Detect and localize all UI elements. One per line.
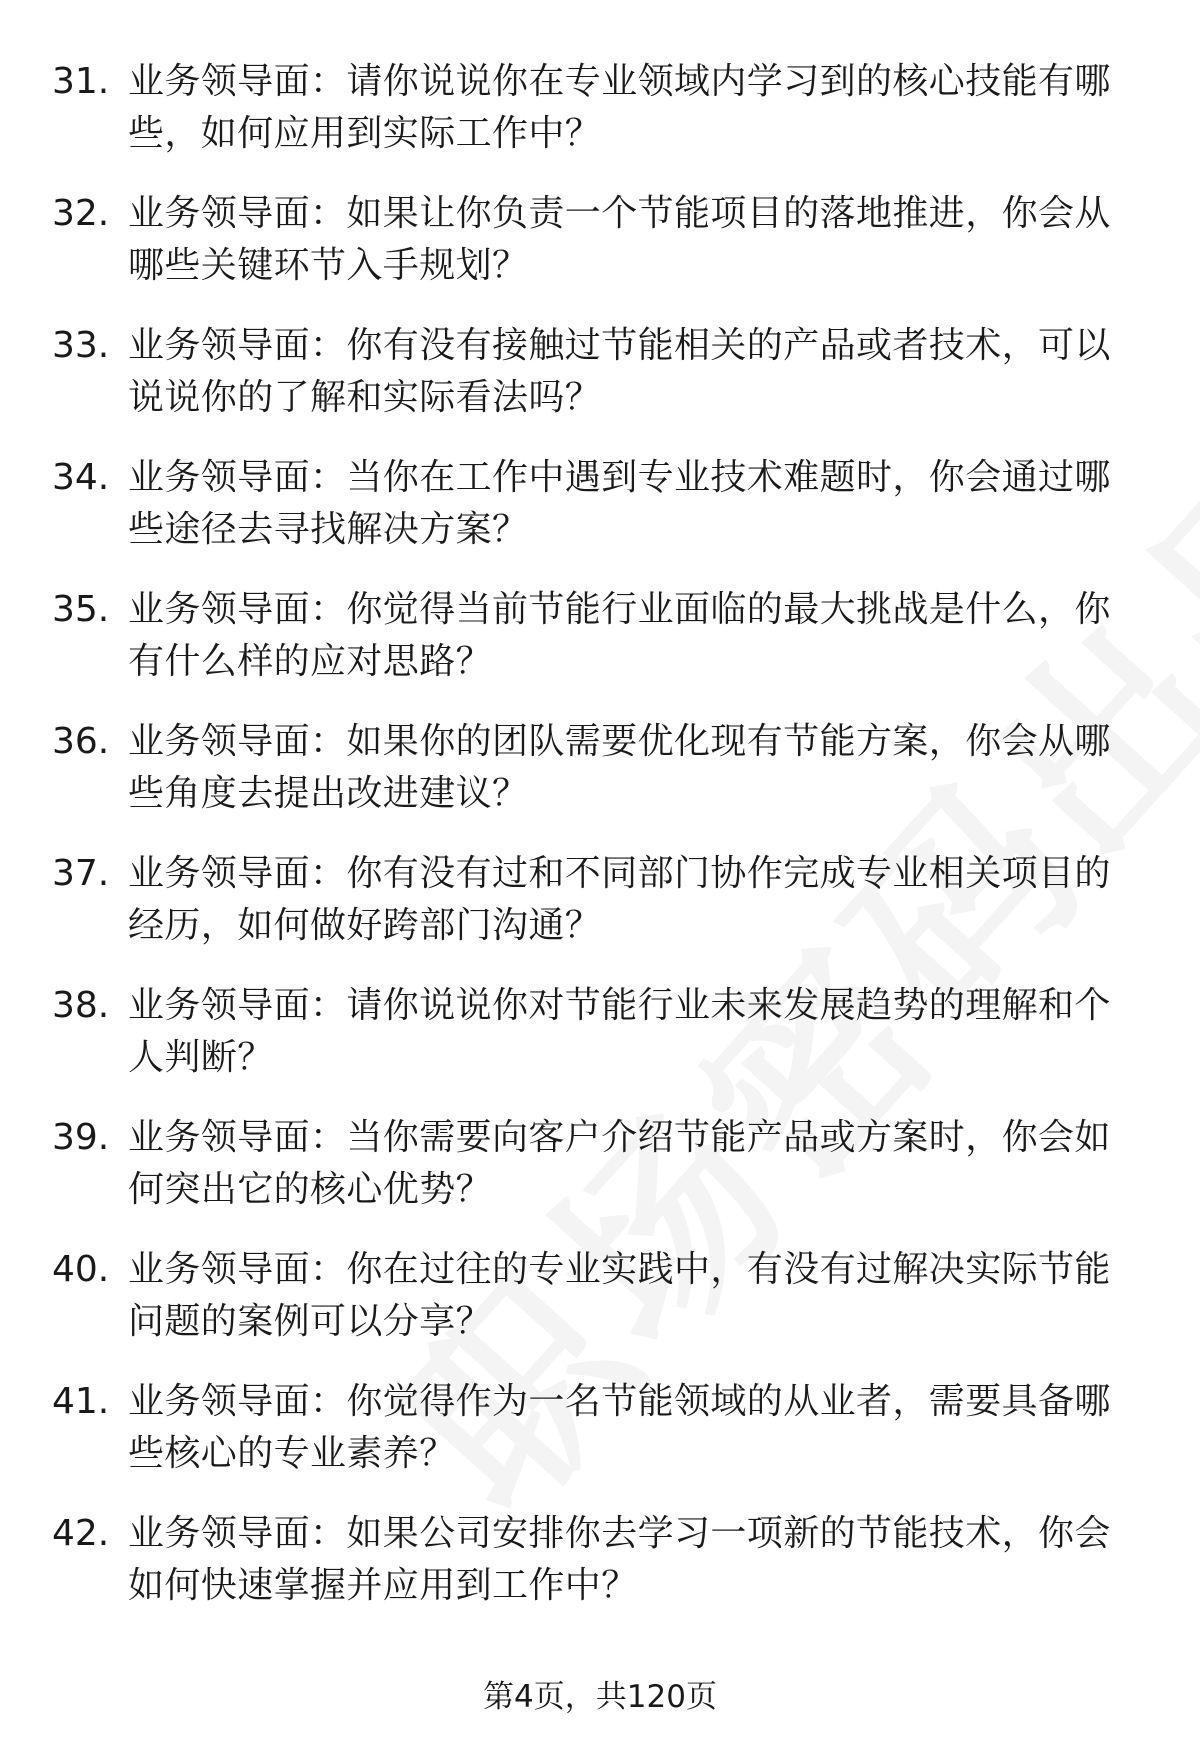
question-item: [52, 584, 1152, 716]
question-text: 业务领导面：当你需要向客户介绍节能产品或方案时，你会如何突出它的核心优势？: [128, 1117, 1111, 1210]
question-number: 42.: [52, 1513, 110, 1554]
page-number-footer: 第4页，共120页: [483, 1679, 717, 1715]
question-item: [52, 56, 1152, 188]
question-item: [52, 1112, 1152, 1244]
question-item: [52, 716, 1152, 848]
question-item: [52, 1376, 1152, 1508]
question-text: 业务领导面：如果你的团队需要优化现有节能方案，你会从哪些角度去提出改进建议？: [128, 721, 1111, 814]
question-item: [52, 980, 1152, 1112]
question-number: 31.: [52, 61, 110, 102]
question-item: [52, 1508, 1152, 1640]
question-number: 33.: [52, 325, 110, 366]
question-number: 40.: [52, 1249, 110, 1290]
question-list: [52, 56, 1152, 1640]
question-number: 35.: [52, 589, 110, 630]
question-text: 业务领导面：你觉得作为一名节能领域的从业者，需要具备哪些核心的专业素养？: [128, 1381, 1111, 1474]
question-text: 业务领导面：请你说说你在专业领域内学习到的核心技能有哪些，如何应用到实际工作中？: [128, 61, 1111, 154]
question-text: 业务领导面：如果公司安排你去学习一项新的节能技术，你会如何快速掌握并应用到工作中？: [128, 1513, 1111, 1606]
question-text: 业务领导面：请你说说你对节能行业未来发展趋势的理解和个人判断？: [128, 985, 1111, 1078]
question-text: 业务领导面：你有没有过和不同部门协作完成专业相关项目的经历，如何做好跨部门沟通？: [128, 853, 1111, 946]
question-number: 37.: [52, 853, 110, 894]
question-item: [52, 452, 1152, 584]
question-number: 36.: [52, 721, 110, 762]
question-text: 业务领导面：如果让你负责一个节能项目的落地推进，你会从哪些关键环节入手规划？: [128, 193, 1111, 286]
question-item: [52, 188, 1152, 320]
question-item: [52, 1244, 1152, 1376]
question-item: [52, 848, 1152, 980]
question-number: 41.: [52, 1381, 110, 1422]
question-number: 32.: [52, 193, 110, 234]
question-text: 业务领导面：你在过往的专业实践中，有没有过解决实际节能问题的案例可以分享？: [128, 1249, 1111, 1342]
question-text: 业务领导面：你有没有接触过节能相关的产品或者技术，可以说说你的了解和实际看法吗？: [128, 325, 1111, 418]
question-number: 34.: [52, 457, 110, 498]
question-number: 38.: [52, 985, 110, 1026]
question-text: 业务领导面：当你在工作中遇到专业技术难题时，你会通过哪些途径去寻找解决方案？: [128, 457, 1111, 550]
question-number: 39.: [52, 1117, 110, 1158]
question-item: [52, 320, 1152, 452]
question-text: 业务领导面：你觉得当前节能行业面临的最大挑战是什么，你有什么样的应对思路？: [128, 589, 1111, 682]
